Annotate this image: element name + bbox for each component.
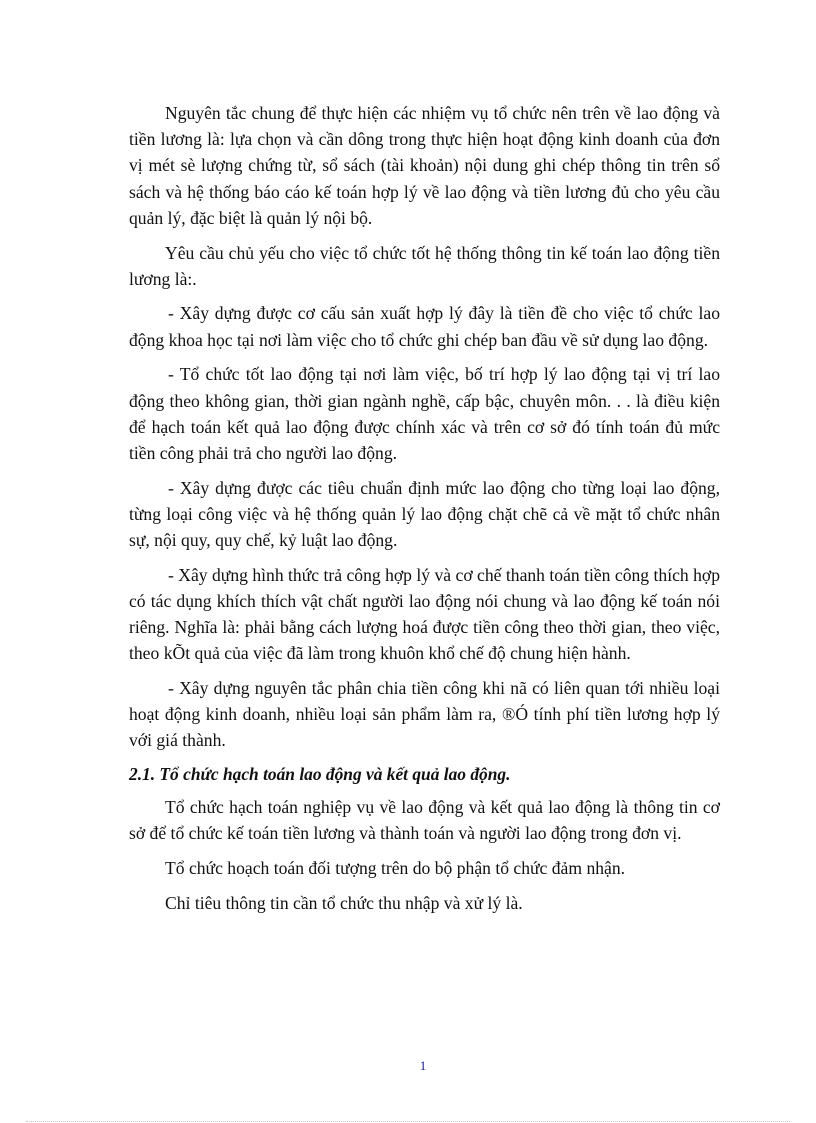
- paragraph-requirements: Yêu cầu chủ yếu cho việc tổ chức tốt hệ thống thông tin kế toán lao động tiền lương là:.: [129, 242, 720, 289]
- document-body: [129, 100, 720, 924]
- paragraph-wage-allocation: - Xây dựng nguyên tắc phân chia tiền công khi nã có liên quan tới nhiều loại hoạt động kinh doanh, nhiều loại sản phẩm làm ra, ®Ó tính phí tiền lương hợp lý với giá thành.: [129, 678, 720, 751]
- page-number: 1: [419, 1058, 427, 1073]
- paragraph-payment-form: - Xây dựng hình thức trả công hợp lý và cơ chế thanh toán tiền công thích hợp có tác dụng khích thích vật chất người lao động nói chung và lao động kế toán nói riêng. Nghĩa là: phải bằng cách lượng hoá được tiền công theo thời gian, theo việc, theo kÕt quả của việc đã làm trong khuôn khổ chế độ chung hiện hành.: [129, 564, 720, 664]
- paragraph-production-structure: - Xây dựng được cơ cấu sản xuất hợp lý đây là tiền đề cho việc tổ chức lao động khoa học tại nơi làm việc cho tổ chức ghi chép ban đầu về sử dụng lao động.: [129, 303, 720, 350]
- page-bottom-border: [26, 1121, 790, 1122]
- paragraph-indicators: Chỉ tiêu thông tin cần tổ chức thu nhập và xử lý là.: [165, 892, 523, 913]
- paragraph-labor-norms: - Xây dựng được các tiêu chuẩn định mức lao động cho từng loại lao động, từng loại công việc và hệ thống quản lý lao động chặt chẽ cả về mặt tổ chức nhân sự, nội quy, quy chế, kỷ luật lao động.: [129, 477, 720, 551]
- paragraph-principles: Nguyên tắc chung để thực hiện các nhiệm vụ tổ chức nên trên về lao động và tiền lương là: lựa chọn và cần dông trong thực hiện hoạt động kinh doanh của đơn vị mét sè lượng chứng từ, sổ sách (tài khoản) nội dung ghi chép thông tin trên sổ sách và hệ thống báo cáo kế toán hợp lý về lao động và tiền lương đủ cho yêu cầu quản lý, đặc biệt là quản lý nội bộ.: [129, 103, 720, 228]
- section-heading: 2.1. Tổ chức hạch toán lao động và kết quả lao động.: [129, 764, 511, 785]
- paragraph-labor-accounting: Tổ chức hạch toán nghiệp vụ về lao động và kết quả lao động là thông tin cơ sở để tổ chức kế toán tiền lương và thành toán và người lao động trong đơn vị.: [129, 797, 720, 844]
- paragraph-responsible-unit: Tổ chức hoạch toán đối tượng trên do bộ phận tổ chức đảm nhận.: [165, 858, 626, 879]
- paragraph-workplace-organization: - Tổ chức tốt lao động tại nơi làm việc, bố trí hợp lý lao động tại vị trí lao động theo không gian, thời gian ngành nghề, cấp bậc, chuyên môn. . . là điều kiện để hạch toán kết quả lao động được chính xác và trên cơ sở đó tính toán đủ mức tiền công phải trả cho người lao động.: [129, 364, 720, 463]
